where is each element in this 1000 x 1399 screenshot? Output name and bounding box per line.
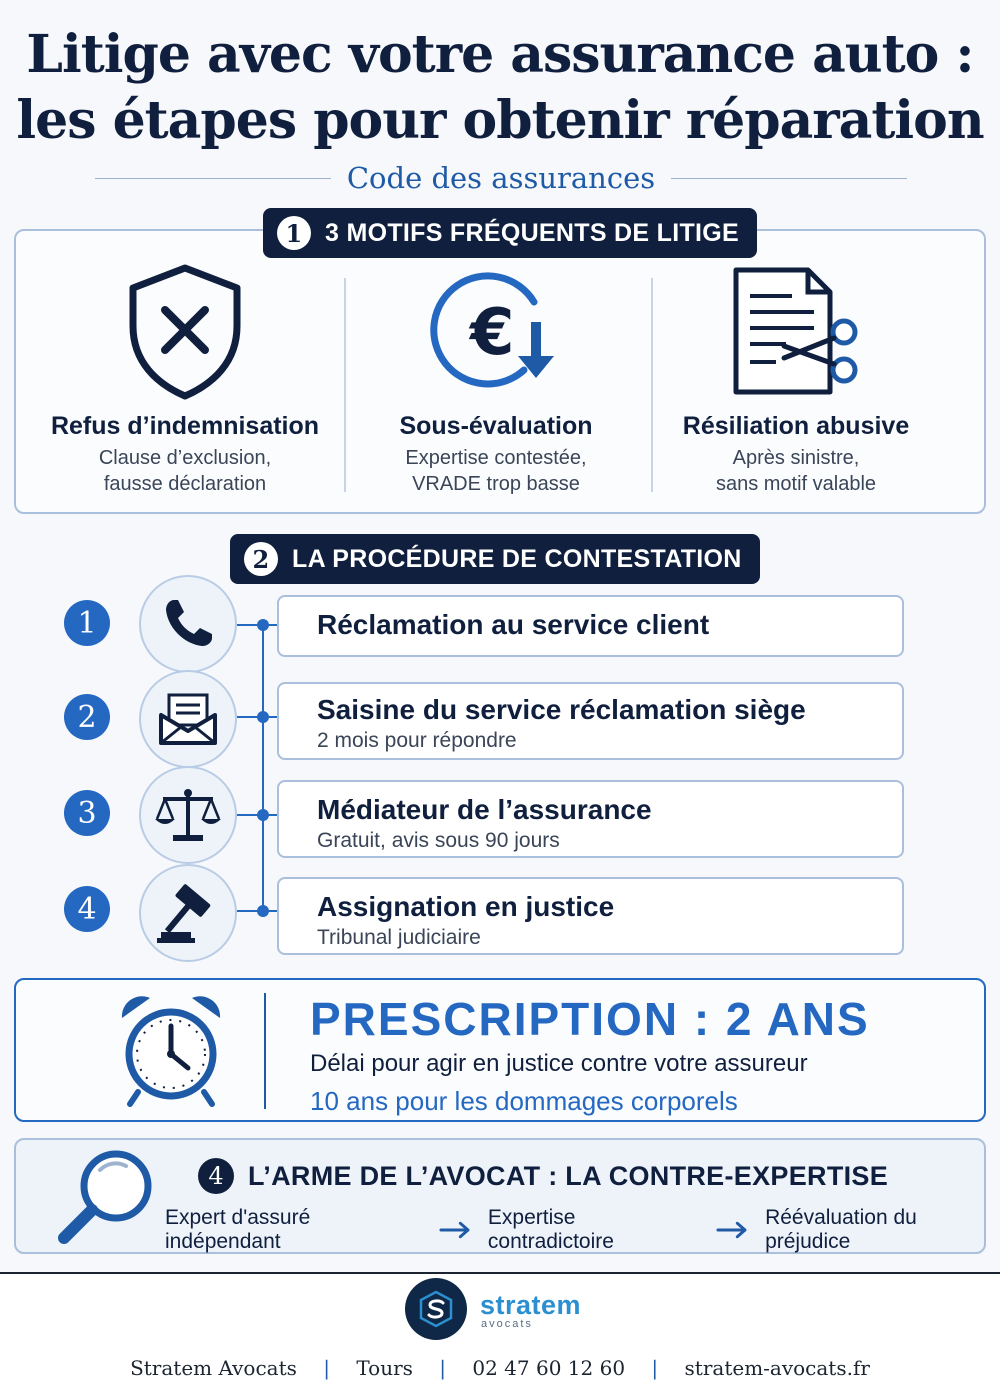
prescription-note: 10 ans pour les dommages corporels: [310, 1086, 738, 1116]
step-desc: 2 mois pour répondre: [317, 729, 517, 752]
footer-website[interactable]: stratem-avocats.fr: [684, 1356, 870, 1380]
step-number: 3: [64, 790, 110, 836]
subtitle-row: [95, 158, 907, 198]
scales-icon: [153, 785, 223, 845]
timeline-dot: [257, 809, 269, 821]
step-icon-circle: [139, 864, 237, 962]
motif-title: Sous-évaluation: [399, 412, 593, 440]
motif-desc-line: Après sinistre,: [732, 447, 860, 469]
step-number: 2: [64, 694, 110, 740]
motif-desc: [646, 445, 946, 497]
motif-resiliation: [646, 262, 946, 497]
motif-title: Refus d’indemnisation: [50, 412, 320, 440]
step-desc: Gratuit, avis sous 90 jours: [317, 829, 560, 852]
stratem-logo-icon: [416, 1289, 456, 1329]
gavel-icon: [155, 880, 221, 946]
step-number: 1: [64, 600, 110, 646]
motif-desc: [35, 445, 335, 497]
motif-desc-line: Clause d’exclusion,: [98, 447, 272, 469]
step-title: Saisine du service réclamation siège: [317, 694, 806, 725]
shield-x-icon: [125, 262, 245, 402]
prescription-content: [310, 992, 870, 1117]
arrow-right-icon: [716, 1220, 749, 1240]
chain-step: Réévaluation du préjudice: [765, 1206, 917, 1253]
step-icon-circle: [139, 670, 237, 768]
motif-desc-line: fausse déclaration: [103, 473, 267, 495]
page-title: [0, 22, 1000, 154]
section-title: L’ARME DE L’AVOCAT : LA CONTRE-EXPERTISE: [248, 1160, 889, 1191]
motif-title: Résiliation abusive: [682, 412, 910, 440]
footer-sep: |: [439, 1356, 447, 1380]
section-number: 1: [277, 216, 311, 250]
stratem-logo: [405, 1278, 467, 1340]
step-card: [277, 780, 904, 858]
section-procedure-header: [230, 534, 760, 584]
phone-icon: [160, 596, 216, 652]
step-card: [277, 595, 904, 657]
step-desc: Tribunal judiciaire: [317, 926, 481, 949]
motif-desc: [346, 445, 646, 497]
section-motifs-header: [263, 208, 757, 258]
prescription-title: PRESCRIPTION : 2 ANS: [310, 993, 870, 1045]
euro-down-icon: [426, 262, 566, 402]
step-title: Assignation en justice: [317, 891, 615, 922]
footer-sep: |: [323, 1356, 330, 1380]
prescription-desc: Délai pour agir en justice contre votre assureur: [310, 1050, 808, 1077]
step-card: [277, 682, 904, 760]
step-title: Réclamation au service client: [317, 609, 710, 640]
svg-text:€: €: [470, 296, 515, 370]
arrow-right-icon: [439, 1220, 472, 1240]
motif-sous-evaluation: [346, 262, 646, 497]
page-subtitle: Code des assurances: [346, 161, 656, 195]
section-number: 4: [198, 1158, 234, 1194]
chain-step: Expert d'assuré indépendant: [165, 1206, 311, 1253]
envelope-icon: [157, 691, 219, 747]
brand-subtitle: avocats: [481, 1318, 533, 1330]
timeline-dot: [257, 619, 269, 631]
motif-refus: [35, 262, 335, 497]
subtitle-right-rule: [671, 178, 907, 179]
section-contre-expertise-header: [198, 1158, 888, 1194]
timeline-dot: [257, 905, 269, 917]
motif-desc-line: VRADE trop basse: [412, 473, 580, 495]
section-number: 2: [244, 542, 278, 576]
footer-city: Tours: [356, 1356, 413, 1380]
section-title: LA PROCÉDURE DE CONTESTATION: [292, 544, 742, 573]
alarm-clock-icon: [116, 992, 226, 1108]
timeline-line: [262, 625, 264, 912]
footer-firm: Stratem Avocats: [130, 1356, 297, 1380]
brand-name: stratem: [480, 1290, 582, 1320]
chain-step: Expertise contradictoire: [487, 1206, 614, 1253]
prescription-divider: [264, 993, 266, 1109]
section-title: 3 MOTIFS FRÉQUENTS DE LITIGE: [325, 218, 739, 247]
footer-contact: [0, 1356, 1000, 1380]
motif-desc-line: Expertise contestée,: [405, 447, 587, 469]
document-scissors-icon: [726, 262, 866, 402]
motif-desc-line: sans motif valable: [715, 473, 877, 495]
step-card: [277, 877, 904, 955]
timeline-dot: [257, 711, 269, 723]
footer-phone[interactable]: 02 47 60 12 60: [472, 1356, 626, 1380]
magnifier-icon: [56, 1146, 156, 1246]
step-title: Médiateur de l’assurance: [317, 794, 652, 825]
title-line-1: Litige avec votre assurance auto :: [26, 24, 974, 85]
title-line-2: les étapes pour obtenir réparation: [16, 90, 984, 151]
subtitle-left-rule: [95, 178, 331, 179]
step-icon-circle: [139, 766, 237, 864]
step-number: 4: [64, 886, 110, 932]
contre-expertise-chain: [165, 1206, 1000, 1254]
footer-sep: |: [651, 1356, 659, 1380]
step-icon-circle: [139, 575, 237, 673]
